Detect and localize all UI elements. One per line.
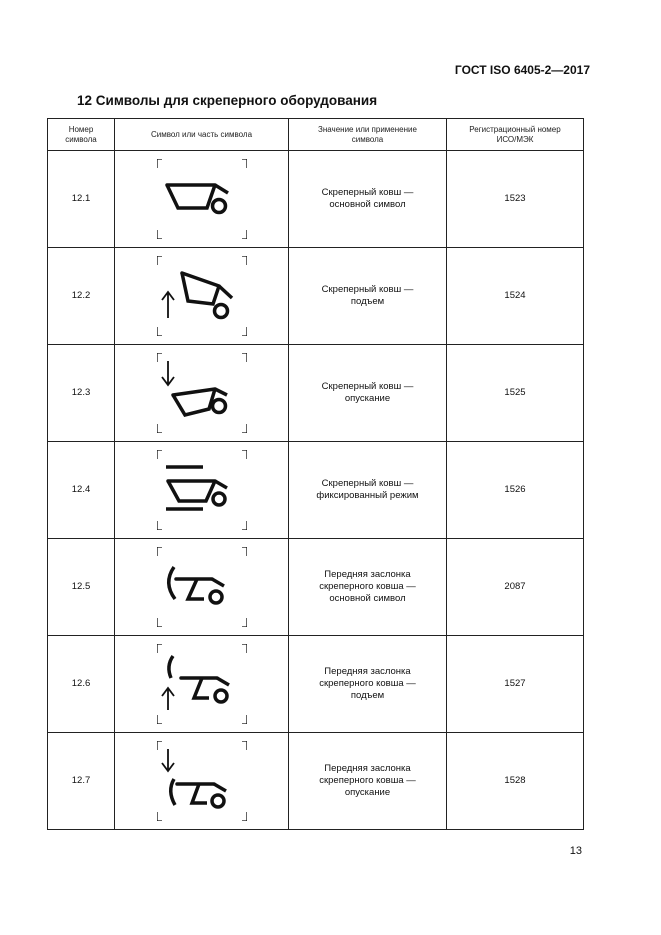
- symbol-number: 12.2: [48, 248, 115, 345]
- symbols-table: [47, 118, 584, 830]
- scraper-bowl-lower-icon: [157, 353, 247, 433]
- table-row: [48, 248, 584, 345]
- table-header-row: [48, 119, 584, 151]
- table-row: [48, 636, 584, 733]
- scraper-bowl-raise-icon: [157, 256, 247, 336]
- symbol-number: 12.3: [48, 345, 115, 442]
- registration-number: 1525: [447, 345, 584, 442]
- header-registration-number: Регистрационный номер ИСО/МЭК: [447, 119, 584, 151]
- registration-number: 1523: [447, 151, 584, 248]
- header-symbol: Символ или часть символа: [115, 119, 289, 151]
- scraper-apron-icon: [157, 547, 247, 627]
- registration-number: 1528: [447, 733, 584, 830]
- header-meaning: Значение или применение символа: [289, 119, 447, 151]
- scraper-bowl-float-icon: [157, 450, 247, 530]
- symbol-meaning: Передняя заслонка скреперного ковша — подъем: [289, 636, 447, 733]
- table-row: [48, 733, 584, 830]
- header-number: Номер символа: [48, 119, 115, 151]
- symbol-number: 12.4: [48, 442, 115, 539]
- document-code: ГОСТ ISO 6405-2—2017: [454, 63, 590, 77]
- table-row: [48, 151, 584, 248]
- section-title: 12 Символы для скреперного оборудования: [77, 93, 378, 108]
- table-row: [48, 442, 584, 539]
- scraper-apron-lower-icon: [157, 741, 247, 821]
- scraper-apron-raise-icon: [157, 644, 247, 724]
- symbol-meaning: Передняя заслонка скреперного ковша — опускание: [289, 733, 447, 830]
- symbol-meaning: Скреперный ковш — основной символ: [289, 151, 447, 248]
- scraper-bowl-icon: [157, 159, 247, 239]
- registration-number: 2087: [447, 539, 584, 636]
- registration-number: 1524: [447, 248, 584, 345]
- registration-number: 1526: [447, 442, 584, 539]
- symbol-meaning: Передняя заслонка скреперного ковша — основной символ: [289, 539, 447, 636]
- symbol-meaning: Скреперный ковш — опускание: [289, 345, 447, 442]
- page-number: 13: [569, 845, 582, 857]
- symbol-meaning: Скреперный ковш — фиксированный режим: [289, 442, 447, 539]
- symbol-number: 12.1: [48, 151, 115, 248]
- symbol-number: 12.7: [48, 733, 115, 830]
- symbol-number: 12.5: [48, 539, 115, 636]
- registration-number: 1527: [447, 636, 584, 733]
- symbol-meaning: Скреперный ковш — подъем: [289, 248, 447, 345]
- symbol-number: 12.6: [48, 636, 115, 733]
- table-row: [48, 345, 584, 442]
- table-row: [48, 539, 584, 636]
